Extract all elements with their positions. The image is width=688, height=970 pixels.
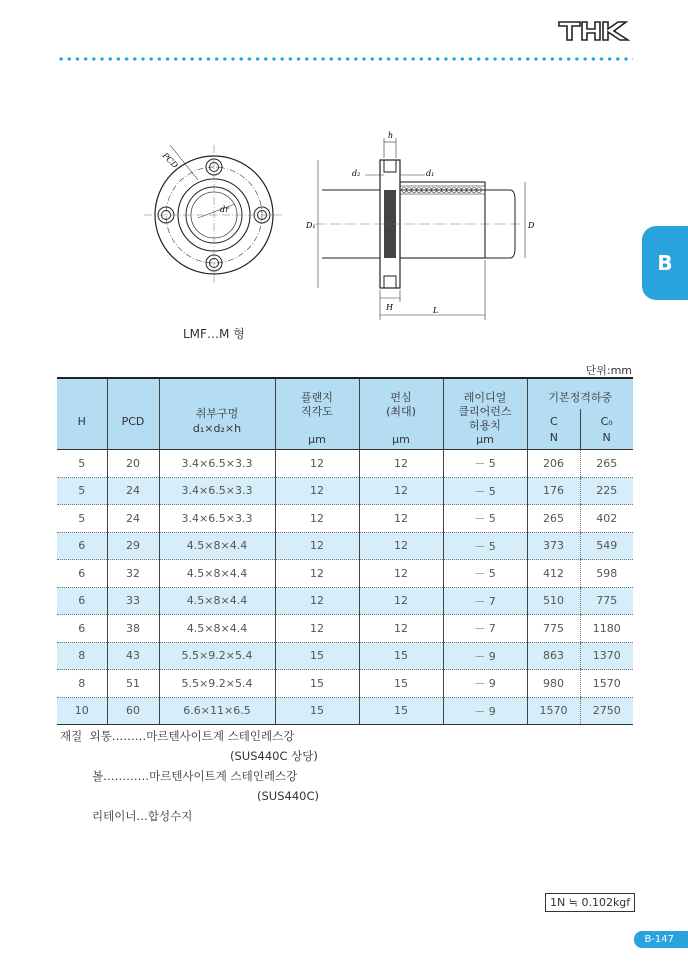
table-cell-c: 412	[527, 560, 580, 588]
d2-label: d₂	[352, 169, 361, 178]
table-cell-c: 373	[527, 532, 580, 560]
table-cell-pcd: 43	[107, 642, 159, 670]
table-cell-c: 265	[527, 505, 580, 533]
section-tab: B	[642, 226, 688, 300]
table-cell-c: 863	[527, 642, 580, 670]
table-cell-c0: 2750	[580, 697, 633, 725]
table-cell-c0: 1180	[580, 615, 633, 643]
table-cell-c0: 265	[580, 450, 633, 478]
table-cell-h: 6	[57, 532, 107, 560]
table-cell-ecc: 12	[359, 560, 443, 588]
table-cell-c0: 225	[580, 477, 633, 505]
table-row	[57, 615, 633, 643]
table-cell-ecc: 12	[359, 450, 443, 478]
table-cell-h: 8	[57, 670, 107, 698]
H-label: H	[386, 303, 393, 312]
material-ball: 볼…………마르텐사이트계 스테인레스강	[92, 769, 298, 783]
col-holes: 취부구멍 d₁×d₂×h	[159, 378, 275, 450]
table-cell-ecc: 15	[359, 670, 443, 698]
table-cell-h: 6	[57, 560, 107, 588]
table-cell-ecc: 12	[359, 477, 443, 505]
front-view-drawing	[140, 140, 290, 300]
table-cell-flange: 15	[275, 670, 359, 698]
table-cell-rad: － 5	[443, 560, 527, 588]
table-cell-holes: 4.5×8×4.4	[159, 587, 275, 615]
table-cell-ecc: 15	[359, 697, 443, 725]
table-cell-pcd: 24	[107, 505, 159, 533]
table-cell-ecc: 12	[359, 587, 443, 615]
table-cell-h: 8	[57, 642, 107, 670]
table-cell-pcd: 20	[107, 450, 159, 478]
table-cell-h: 6	[57, 587, 107, 615]
header-dotted-rule	[57, 57, 633, 61]
table-cell-holes: 3.4×6.5×3.3	[159, 505, 275, 533]
table-cell-flange: 15	[275, 642, 359, 670]
table-cell-ecc: 12	[359, 615, 443, 643]
table-row	[57, 532, 633, 560]
material-notes	[60, 726, 319, 826]
table-cell-flange: 12	[275, 560, 359, 588]
table-cell-flange: 12	[275, 477, 359, 505]
table-cell-c: 980	[527, 670, 580, 698]
table-cell-flange: 12	[275, 615, 359, 643]
table-cell-flange: 12	[275, 532, 359, 560]
table-cell-c0: 1570	[580, 670, 633, 698]
table-cell-rad: － 7	[443, 615, 527, 643]
material-outer: 외통………마르텐사이트계 스테인레스강	[89, 729, 295, 743]
table-cell-c0: 1370	[580, 642, 633, 670]
pcd-label: PCD	[160, 151, 180, 171]
table-cell-flange: 12	[275, 450, 359, 478]
table-cell-ecc: 15	[359, 642, 443, 670]
table-row	[57, 560, 633, 588]
table-cell-holes: 4.5×8×4.4	[159, 532, 275, 560]
table-cell-pcd: 29	[107, 532, 159, 560]
table-cell-h: 5	[57, 505, 107, 533]
table-row	[57, 505, 633, 533]
material-outer-std: (SUS440C 상당)	[230, 749, 318, 763]
figure-caption: LMF…M 형	[183, 327, 245, 341]
table-cell-flange: 12	[275, 505, 359, 533]
table-cell-c: 510	[527, 587, 580, 615]
table-cell-holes: 5.5×9.2×5.4	[159, 642, 275, 670]
side-view-drawing	[300, 130, 545, 325]
table-cell-pcd: 51	[107, 670, 159, 698]
table-cell-ecc: 12	[359, 505, 443, 533]
table-cell-rad: － 9	[443, 697, 527, 725]
D1-label: D₁	[306, 221, 316, 230]
table-cell-pcd: 33	[107, 587, 159, 615]
col-flange: 플랜지 직각도 μm	[275, 378, 359, 450]
table-cell-flange: 15	[275, 697, 359, 725]
h-label: h	[388, 131, 394, 140]
d1-label: d₁	[426, 169, 435, 178]
table-cell-c: 176	[527, 477, 580, 505]
material-ball-std: (SUS440C)	[257, 789, 319, 803]
table-row	[57, 642, 633, 670]
table-cell-holes: 4.5×8×4.4	[159, 560, 275, 588]
dr-label: dr	[220, 205, 229, 214]
table-cell-c0: 775	[580, 587, 633, 615]
table-cell-holes: 4.5×8×4.4	[159, 615, 275, 643]
table-row	[57, 697, 633, 725]
table-cell-h: 5	[57, 477, 107, 505]
col-eccentric: 편심 (최대) μm	[359, 378, 443, 450]
table-cell-holes: 6.6×11×6.5	[159, 697, 275, 725]
page-number: B-147	[634, 931, 688, 948]
table-cell-c0: 549	[580, 532, 633, 560]
L-label: L	[433, 306, 439, 315]
table-cell-c: 206	[527, 450, 580, 478]
table-cell-holes: 5.5×9.2×5.4	[159, 670, 275, 698]
table-cell-holes: 3.4×6.5×3.3	[159, 450, 275, 478]
table-cell-rad: － 7	[443, 587, 527, 615]
col-h: H	[57, 378, 107, 450]
table-cell-rad: － 5	[443, 450, 527, 478]
D-label: D	[528, 221, 535, 230]
table-row	[57, 670, 633, 698]
col-pcd: PCD	[107, 378, 159, 450]
table-cell-rad: － 5	[443, 532, 527, 560]
table-row	[57, 477, 633, 505]
table-cell-rad: － 5	[443, 505, 527, 533]
table-cell-ecc: 12	[359, 532, 443, 560]
table-cell-rad: － 9	[443, 670, 527, 698]
table-cell-c: 1570	[527, 697, 580, 725]
table-cell-holes: 3.4×6.5×3.3	[159, 477, 275, 505]
table-row	[57, 587, 633, 615]
table-cell-h: 6	[57, 615, 107, 643]
table-cell-rad: － 9	[443, 642, 527, 670]
table-cell-h: 5	[57, 450, 107, 478]
col-radial: 레이디얼 클리어런스 허용치 μm	[443, 378, 527, 450]
material-retainer: 리테이너…합성수지	[92, 809, 193, 823]
table-cell-pcd: 24	[107, 477, 159, 505]
table-cell-rad: － 5	[443, 477, 527, 505]
thk-logo	[558, 20, 630, 46]
table-cell-h: 10	[57, 697, 107, 725]
col-load: 기본정격하중 C N C₀ N	[527, 378, 633, 450]
unit-note: 단위:mm	[585, 364, 632, 377]
table-cell-pcd: 32	[107, 560, 159, 588]
table-cell-c0: 402	[580, 505, 633, 533]
table-cell-pcd: 60	[107, 697, 159, 725]
table-cell-flange: 12	[275, 587, 359, 615]
material-label: 재질	[60, 729, 83, 743]
table-row	[57, 450, 633, 478]
unit-conversion-box: 1N ≒ 0.102kgf	[545, 893, 635, 912]
table-cell-c: 775	[527, 615, 580, 643]
table-cell-c0: 598	[580, 560, 633, 588]
table-cell-pcd: 38	[107, 615, 159, 643]
spec-table	[57, 377, 633, 725]
